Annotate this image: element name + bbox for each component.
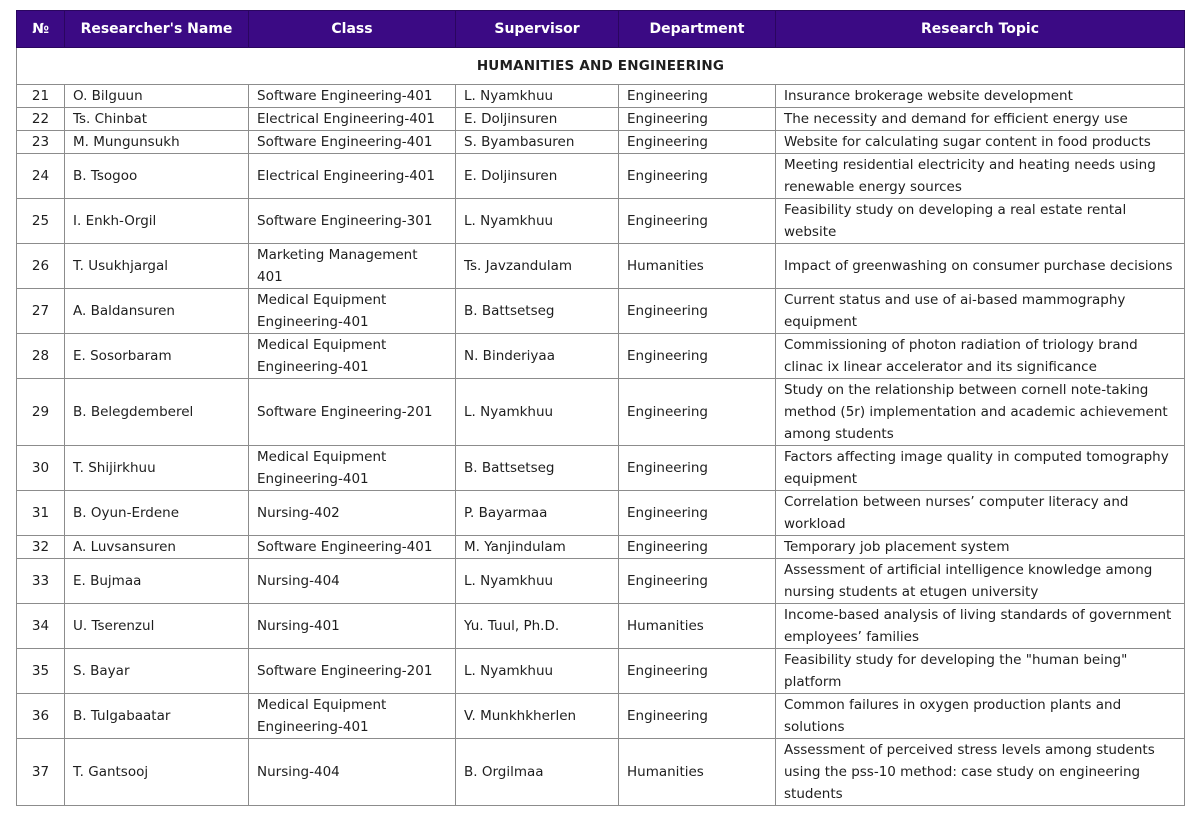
department-name: Engineering bbox=[619, 379, 776, 446]
class-name: Software Engineering-401 bbox=[249, 85, 456, 108]
supervisor-name: L. Nyamkhuu bbox=[456, 85, 619, 108]
research-topic: Feasibility study on developing a real estate rental website bbox=[776, 199, 1185, 244]
table-row bbox=[17, 536, 1185, 559]
researcher-name: A. Luvsansuren bbox=[65, 536, 249, 559]
department-name: Engineering bbox=[619, 694, 776, 739]
class-name: Nursing-402 bbox=[249, 491, 456, 536]
researcher-name: M. Mungunsukh bbox=[65, 131, 249, 154]
supervisor-name: M. Yanjindulam bbox=[456, 536, 619, 559]
row-number: 34 bbox=[17, 604, 65, 649]
researcher-name: T. Usukhjargal bbox=[65, 244, 249, 289]
researcher-name: U. Tserenzul bbox=[65, 604, 249, 649]
header-researcher-name: Researcher's Name bbox=[65, 11, 249, 48]
department-name: Engineering bbox=[619, 199, 776, 244]
supervisor-name: Ts. Javzandulam bbox=[456, 244, 619, 289]
class-name: Medical Equipment Engineering-401 bbox=[249, 446, 456, 491]
supervisor-name: L. Nyamkhuu bbox=[456, 199, 619, 244]
researcher-name: E. Sosorbaram bbox=[65, 334, 249, 379]
research-topic: Impact of greenwashing on consumer purchase decisions bbox=[776, 244, 1185, 289]
researcher-name: A. Baldansuren bbox=[65, 289, 249, 334]
department-name: Engineering bbox=[619, 491, 776, 536]
department-name: Humanities bbox=[619, 604, 776, 649]
row-number: 37 bbox=[17, 739, 65, 806]
table-row bbox=[17, 289, 1185, 334]
table-row bbox=[17, 739, 1185, 806]
research-topic: Insurance brokerage website development bbox=[776, 85, 1185, 108]
class-name: Software Engineering-401 bbox=[249, 131, 456, 154]
department-name: Humanities bbox=[619, 739, 776, 806]
row-number: 28 bbox=[17, 334, 65, 379]
research-topic: Common failures in oxygen production plants and solutions bbox=[776, 694, 1185, 739]
table-row bbox=[17, 559, 1185, 604]
row-number: 31 bbox=[17, 491, 65, 536]
row-number: 30 bbox=[17, 446, 65, 491]
supervisor-name: L. Nyamkhuu bbox=[456, 649, 619, 694]
header-research-topic: Research Topic bbox=[776, 11, 1185, 48]
research-topic: Income-based analysis of living standards of government employees’ families bbox=[776, 604, 1185, 649]
department-name: Engineering bbox=[619, 85, 776, 108]
row-number: 22 bbox=[17, 108, 65, 131]
class-name: Marketing Management 401 bbox=[249, 244, 456, 289]
department-name: Engineering bbox=[619, 649, 776, 694]
researcher-name: B. Belegdemberel bbox=[65, 379, 249, 446]
department-name: Humanities bbox=[619, 244, 776, 289]
researcher-name: Ts. Chinbat bbox=[65, 108, 249, 131]
class-name: Electrical Engineering-401 bbox=[249, 108, 456, 131]
table-row bbox=[17, 694, 1185, 739]
researcher-name: B. Tulgabaatar bbox=[65, 694, 249, 739]
header-supervisor: Supervisor bbox=[456, 11, 619, 48]
research-topic: The necessity and demand for efficient energy use bbox=[776, 108, 1185, 131]
department-name: Engineering bbox=[619, 559, 776, 604]
research-topic: Factors affecting image quality in computed tomography equipment bbox=[776, 446, 1185, 491]
department-name: Engineering bbox=[619, 154, 776, 199]
class-name: Software Engineering-301 bbox=[249, 199, 456, 244]
department-name: Engineering bbox=[619, 289, 776, 334]
table-row bbox=[17, 244, 1185, 289]
table-row bbox=[17, 108, 1185, 131]
research-topic: Feasibility study for developing the "human being" platform bbox=[776, 649, 1185, 694]
row-number: 21 bbox=[17, 85, 65, 108]
department-name: Engineering bbox=[619, 446, 776, 491]
class-name: Software Engineering-401 bbox=[249, 536, 456, 559]
table-row bbox=[17, 199, 1185, 244]
supervisor-name: B. Battsetseg bbox=[456, 446, 619, 491]
supervisor-name: L. Nyamkhuu bbox=[456, 379, 619, 446]
class-name: Nursing-401 bbox=[249, 604, 456, 649]
row-number: 25 bbox=[17, 199, 65, 244]
row-number: 24 bbox=[17, 154, 65, 199]
department-name: Engineering bbox=[619, 334, 776, 379]
row-number: 35 bbox=[17, 649, 65, 694]
class-name: Medical Equipment Engineering-401 bbox=[249, 694, 456, 739]
row-number: 26 bbox=[17, 244, 65, 289]
supervisor-name: B. Battsetseg bbox=[456, 289, 619, 334]
researcher-name: B. Tsogoo bbox=[65, 154, 249, 199]
supervisor-name: L. Nyamkhuu bbox=[456, 559, 619, 604]
research-topic: Temporary job placement system bbox=[776, 536, 1185, 559]
supervisor-name: E. Doljinsuren bbox=[456, 108, 619, 131]
department-name: Engineering bbox=[619, 536, 776, 559]
supervisor-name: E. Doljinsuren bbox=[456, 154, 619, 199]
researcher-name: S. Bayar bbox=[65, 649, 249, 694]
header-class: Class bbox=[249, 11, 456, 48]
section-title: HUMANITIES AND ENGINEERING bbox=[17, 48, 1185, 85]
class-name: Medical Equipment Engineering-401 bbox=[249, 334, 456, 379]
table-row bbox=[17, 649, 1185, 694]
researcher-name: T. Shijirkhuu bbox=[65, 446, 249, 491]
table-header-row bbox=[17, 11, 1185, 48]
research-topic: Current status and use of ai-based mammography equipment bbox=[776, 289, 1185, 334]
research-topic: Assessment of perceived stress levels among students using the pss-10 method: case study on engineering students bbox=[776, 739, 1185, 806]
research-topic: Commissioning of photon radiation of triology brand clinac ix linear accelerator and its significance bbox=[776, 334, 1185, 379]
header-department: Department bbox=[619, 11, 776, 48]
researcher-name: O. Bilguun bbox=[65, 85, 249, 108]
class-name: Medical Equipment Engineering-401 bbox=[249, 289, 456, 334]
researcher-name: I. Enkh-Orgil bbox=[65, 199, 249, 244]
table-row bbox=[17, 154, 1185, 199]
class-name: Software Engineering-201 bbox=[249, 379, 456, 446]
row-number: 27 bbox=[17, 289, 65, 334]
research-topic: Website for calculating sugar content in food products bbox=[776, 131, 1185, 154]
researcher-name: E. Bujmaa bbox=[65, 559, 249, 604]
table-row bbox=[17, 604, 1185, 649]
table-row bbox=[17, 491, 1185, 536]
research-topic: Meeting residential electricity and heating needs using renewable energy sources bbox=[776, 154, 1185, 199]
class-name: Nursing-404 bbox=[249, 739, 456, 806]
supervisor-name: S. Byambasuren bbox=[456, 131, 619, 154]
header-number: № bbox=[17, 11, 65, 48]
section-row bbox=[17, 48, 1185, 85]
supervisor-name: N. Binderiyaa bbox=[456, 334, 619, 379]
class-name: Software Engineering-201 bbox=[249, 649, 456, 694]
supervisor-name: P. Bayarmaa bbox=[456, 491, 619, 536]
table-row bbox=[17, 85, 1185, 108]
class-name: Nursing-404 bbox=[249, 559, 456, 604]
supervisor-name: Yu. Tuul, Ph.D. bbox=[456, 604, 619, 649]
research-topics-document bbox=[16, 10, 1184, 806]
supervisor-name: B. Orgilmaa bbox=[456, 739, 619, 806]
department-name: Engineering bbox=[619, 108, 776, 131]
supervisor-name: V. Munkhkherlen bbox=[456, 694, 619, 739]
research-topic: Correlation between nurses’ computer literacy and workload bbox=[776, 491, 1185, 536]
row-number: 33 bbox=[17, 559, 65, 604]
table-row bbox=[17, 131, 1185, 154]
row-number: 23 bbox=[17, 131, 65, 154]
row-number: 32 bbox=[17, 536, 65, 559]
research-topic: Study on the relationship between cornell note-taking method (5r) implementation and academic achievement among students bbox=[776, 379, 1185, 446]
class-name: Electrical Engineering-401 bbox=[249, 154, 456, 199]
researcher-name: T. Gantsooj bbox=[65, 739, 249, 806]
table-row bbox=[17, 446, 1185, 491]
table-row bbox=[17, 379, 1185, 446]
department-name: Engineering bbox=[619, 131, 776, 154]
researcher-name: B. Oyun-Erdene bbox=[65, 491, 249, 536]
row-number: 36 bbox=[17, 694, 65, 739]
research-topics-table bbox=[16, 10, 1185, 806]
table-row bbox=[17, 334, 1185, 379]
research-topic: Assessment of artificial intelligence knowledge among nursing students at etugen university bbox=[776, 559, 1185, 604]
row-number: 29 bbox=[17, 379, 65, 446]
